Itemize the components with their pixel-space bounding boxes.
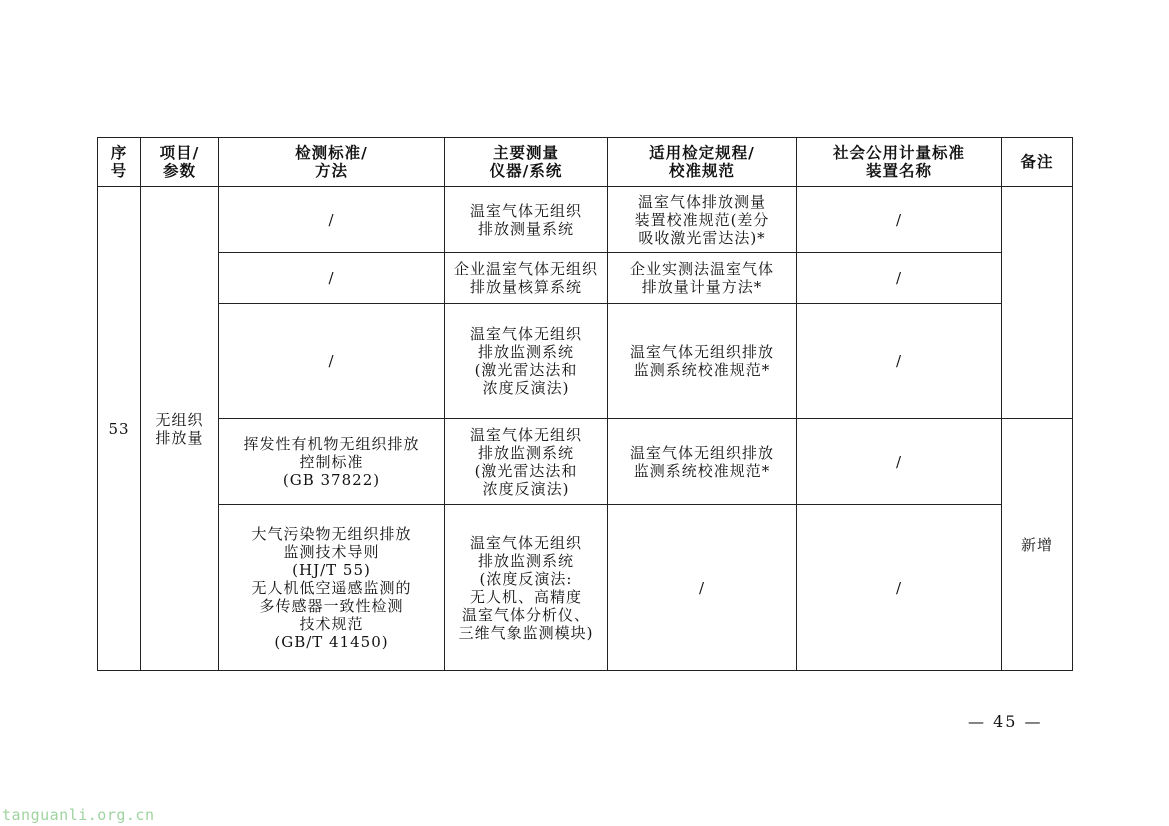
header-seq: 序 号 <box>98 138 141 187</box>
cell-social-standard: / <box>797 419 1002 505</box>
header-instrument: 主要测量 仪器/系统 <box>445 138 608 187</box>
cell-standard: / <box>219 253 445 304</box>
cell-regulation: 温室气体排放测量 装置校准规范(差分 吸收激光雷达法)* <box>608 187 797 253</box>
table-row <box>98 253 1073 304</box>
cell-social-standard: / <box>797 253 1002 304</box>
header-item: 项目/ 参数 <box>141 138 219 187</box>
cell-standard: / <box>219 187 445 253</box>
cell-regulation: 温室气体无组织排放 监测系统校准规范* <box>608 304 797 419</box>
cell-instrument: 企业温室气体无组织 排放量核算系统 <box>445 253 608 304</box>
cell-instrument: 温室气体无组织 排放监测系统 (激光雷达法和 浓度反演法) <box>445 304 608 419</box>
cell-instrument: 温室气体无组织 排放监测系统 (激光雷达法和 浓度反演法) <box>445 419 608 505</box>
table-row <box>98 304 1073 419</box>
cell-regulation: 温室气体无组织排放 监测系统校准规范* <box>608 419 797 505</box>
table-row <box>98 505 1073 671</box>
cell-social-standard: / <box>797 304 1002 419</box>
cell-standard: 挥发性有机物无组织排放 控制标准 (GB 37822) <box>219 419 445 505</box>
metrology-standards-table <box>97 137 1073 671</box>
header-regulation: 适用检定规程/ 校准规范 <box>608 138 797 187</box>
page-number: — 45 — <box>968 712 1043 731</box>
cell-remark-empty <box>1002 187 1073 419</box>
cell-standard: / <box>219 304 445 419</box>
cell-remark: 新增 <box>1002 419 1073 671</box>
cell-item: 无组织 排放量 <box>141 187 219 671</box>
table-row <box>98 419 1073 505</box>
header-social-standard: 社会公用计量标准 装置名称 <box>797 138 1002 187</box>
cell-social-standard: / <box>797 187 1002 253</box>
cell-instrument: 温室气体无组织 排放监测系统 (浓度反演法: 无人机、高精度 温室气体分析仪、 三维气象监测模块) <box>445 505 608 671</box>
cell-regulation: / <box>608 505 797 671</box>
cell-seq: 53 <box>98 187 141 671</box>
header-remark: 备注 <box>1002 138 1073 187</box>
header-standard: 检测标准/ 方法 <box>219 138 445 187</box>
cell-social-standard: / <box>797 505 1002 671</box>
cell-standard: 大气污染物无组织排放 监测技术导则 (HJ/T 55) 无人机低空遥感监测的 多传感器一致性检测 技术规范 (GB/T 41450) <box>219 505 445 671</box>
cell-instrument: 温室气体无组织 排放测量系统 <box>445 187 608 253</box>
watermark-text: tanguanli.org.cn <box>2 806 155 824</box>
table-header-row <box>98 138 1073 187</box>
table-row <box>98 187 1073 253</box>
cell-regulation: 企业实测法温室气体 排放量计量方法* <box>608 253 797 304</box>
